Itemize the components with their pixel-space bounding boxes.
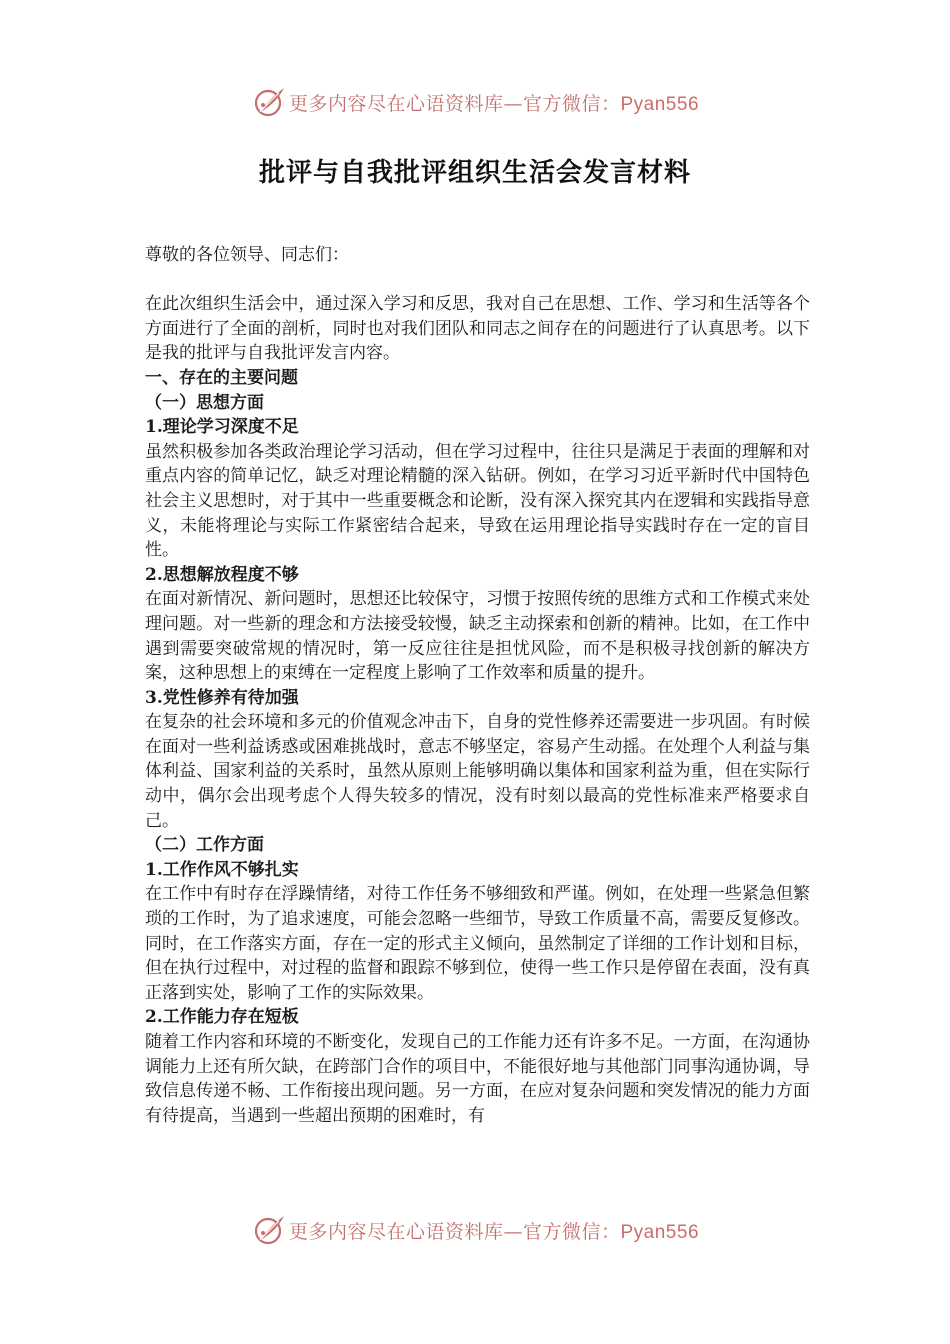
item-heading: 2.思想解放程度不够: [145, 564, 299, 585]
item-paragraph: 随着工作内容和环境的不断变化，发现自己的工作能力还有许多不足。一方面，在沟通协调能力上还有所欠缺，在跨部门合作的项目中，不能很好地与其他部门同事沟通协调，导致信息传递不畅、工作衔接出现问题。另一方面，在应对复杂问题和突发情况的能力方面有待提高，当遇到一些超出预期的困难时，有: [145, 1032, 810, 1126]
wechat-id: Pyan556: [620, 1221, 700, 1243]
section-heading: 一、存在的主要问题: [145, 367, 298, 388]
feather-pen-logo-icon: [251, 84, 287, 120]
wechat-id: Pyan556: [620, 93, 700, 115]
item-paragraph: 虽然积极参加各类政治理论学习活动，但在学习过程中，往往只是满足于表面的理解和对重点内容的简单记忆，缺乏对理论精髓的深入钻研。例如，在学习习近平新时代中国特色社会主义思想时，对于其中一些重要概念和论断，没有深入探究其内在逻辑和实践指导意义，未能将理论与实际工作紧密结合起来，导致在运用理论指导实践时存在一定的盲目性。: [145, 441, 810, 561]
intro-paragraph: 在此次组织生活会中，通过深入学习和反思，我对自己在思想、工作、学习和生活等各个方面进行了全面的剖析，同时也对我们团队和同志之间存在的问题进行了认真思考。以下是我的批评与自我批评发言内容。: [145, 294, 810, 364]
document-title: 批评与自我批评组织生活会发言材料: [258, 158, 691, 188]
item-paragraph: 在面对新情况、新问题时，思想还比较保守，习惯于按照传统的思维方式和工作模式来处理问题。对一些新的理念和方法接受较慢，缺乏主动探索和创新的精神。比如，在工作中遇到需要突破常规的情况时，第一反应往往是担忧风险，而不是积极寻找创新的解决方案，这种思想上的束缚在一定程度上影响了工作效率和质量的提升。: [145, 589, 810, 684]
item-heading: 2.工作能力存在短板: [145, 1007, 299, 1028]
item-paragraph: 在复杂的社会环境和多元的价值观念冲击下，自身的党性修养还需要进一步巩固。有时候在面对一些利益诱惑或困难挑战时，意志不够坚定，容易产生动摇。在处理个人利益与集体利益、国家利益的关系时，虽然从原则上能够明确以集体和国家利益为重，但在实际行动中，偶尔会出现考虑个人得失较多的情况，没有时刻以最高的党性标准来严格要求自己。: [145, 712, 810, 831]
greeting: 尊敬的各位领导、同志们：: [145, 245, 349, 265]
footer-banner: [0, 1210, 950, 1250]
subsection-heading-thought: （一）思想方面: [145, 392, 264, 413]
item-heading: 3.党性修养有待加强: [145, 687, 299, 708]
header-banner: [0, 82, 950, 122]
item-heading: 1.理论学习深度不足: [145, 417, 299, 438]
feather-pen-logo-icon: [251, 1212, 287, 1248]
subsection-heading-work: （二）工作方面: [145, 835, 264, 856]
document-body: [145, 243, 810, 1128]
item-heading: 1.工作作风不够扎实: [145, 859, 299, 880]
item-paragraph: 在工作中有时存在浮躁情绪，对待工作任务不够细致和严谨。例如，在处理一些紧急但繁琐的工作时，为了追求速度，可能会忽略一些细节，导致工作质量不高，需要反复修改。同时，在工作落实方面，存在一定的形式主义倾向，虽然制定了详细的工作计划和目标，但在执行过程中，对过程的监督和跟踪不够到位，使得一些工作只是停留在表面，没有真正落到实处，影响了工作的实际效果。: [145, 884, 810, 1003]
banner-text: 更多内容尽在心语资料库—官方微信：Pyan556: [288, 92, 700, 115]
banner-text: 更多内容尽在心语资料库—官方微信：Pyan556: [288, 1220, 700, 1243]
